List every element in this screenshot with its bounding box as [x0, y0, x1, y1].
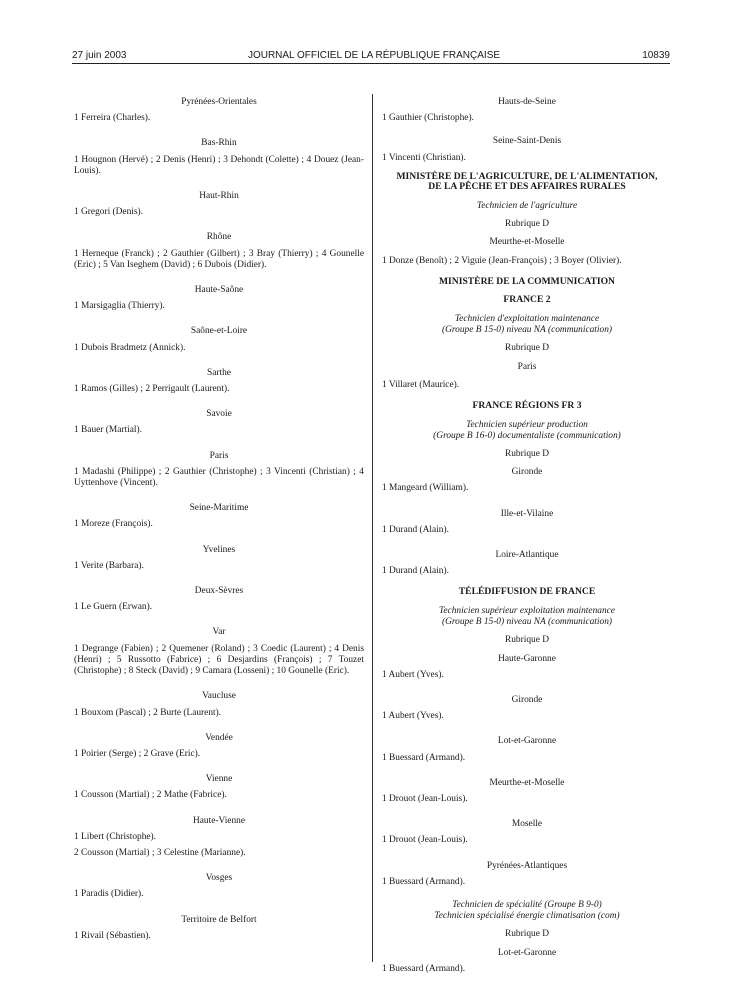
organization-title: TÉLÉDIFFUSION DE FRANCE [458, 586, 596, 598]
entry-line: 1 Dubois Bradmetz (Annick). [74, 342, 186, 353]
region-block [74, 312, 364, 353]
org-region-list [382, 944, 672, 975]
region-block [74, 677, 364, 718]
region-heading: Savoie [206, 409, 232, 420]
rubrique-label: Rubrique D [504, 449, 549, 460]
page-header [0, 0, 748, 66]
region-heading: Rhône [206, 232, 232, 243]
entry-line: 1 Villaret (Maurice). [382, 379, 460, 390]
rubrique-label: Rubrique D [504, 343, 549, 354]
region-block [74, 802, 364, 860]
entry-line: 1 Verite (Barbara). [74, 560, 144, 571]
entry-line: 1 Bouxom (Pascal) ; 2 Burte (Laurent). [74, 707, 222, 718]
region-heading: Seine-Maritime [189, 503, 249, 514]
region-heading: Territoire de Belfort [181, 914, 257, 925]
region-block [74, 437, 364, 490]
column-divider [372, 94, 373, 962]
organization-title: FRANCE 2 [503, 294, 551, 306]
region-block [74, 395, 364, 436]
region-heading: Paris [517, 361, 537, 372]
entry-line: 1 Ferreira (Charles). [74, 113, 151, 124]
region-heading: Haute-Saône [194, 285, 244, 296]
region-block [74, 572, 364, 613]
region-block [382, 681, 672, 722]
region-heading: Gironde [511, 467, 543, 478]
region-block [382, 124, 672, 163]
region-heading: Meurthe-et-Moselle [489, 237, 565, 248]
region-block [382, 650, 672, 681]
region-heading: Pyrénées-Atlantiques [486, 860, 568, 871]
entry-line: 1 Drouot (Jean-Louis). [382, 794, 468, 805]
region-heading: Sarthe [207, 367, 231, 378]
entry-line: 1 Libert (Christophe). [74, 831, 157, 842]
entry-line: 1 Durand (Alain). [382, 524, 449, 535]
region-heading: Vienne [205, 774, 233, 785]
entry-line: 1 Poirier (Serge) ; 2 Grave (Eric). [74, 748, 201, 759]
grade-line: (Groupe B 16-0) documentaliste (communication) [433, 430, 621, 441]
ministry-title: MINISTÈRE DE LA COMMUNICATION [439, 275, 615, 287]
region-block [382, 944, 672, 975]
grade-line: Technicien spécialisé énergie climatisation (com) [434, 911, 620, 922]
page-number: 10839 [642, 50, 670, 61]
region-heading: Lot-et-Garonne [497, 736, 557, 747]
entry-line: 1 Herneque (Franck) ; 2 Gauthier (Gilbert) ; 3 Bray (Thierry) ; 4 Gounelle (Eric) ; 5 Van Iseghem (David) ; 6 Dubois (Didier). [74, 248, 364, 270]
region-heading: Seine-Saint-Denis [492, 136, 562, 147]
region-block [74, 613, 364, 677]
right-column [382, 97, 672, 975]
region-heading: Moselle [511, 819, 543, 830]
region-heading: Lot-et-Garonne [497, 947, 557, 958]
entry-line: 1 Hougnon (Hervé) ; 2 Denis (Henri) ; 3 Dehondt (Colette) ; 4 Douez (Jean-Louis). [74, 154, 364, 176]
ministry-title-line: MINISTÈRE DE L'AGRICULTURE, DE L'ALIMENTATION, [396, 170, 658, 182]
entry-line: 1 Gregori (Denis). [74, 207, 143, 218]
region-heading: Loire-Atlantique [495, 550, 559, 561]
region-heading: Gironde [511, 695, 543, 706]
entry-line: 1 Marsigaglia (Thierry). [74, 301, 165, 312]
entry-line: 1 Cousson (Martial) ; 2 Mathe (Fabrice). [74, 790, 227, 801]
entry-line: 1 Buessard (Armand). [382, 876, 466, 887]
header-date: 27 juin 2003 [72, 50, 127, 61]
region-block [382, 463, 672, 494]
region-heading: Haute-Garonne [498, 653, 556, 664]
region-block [74, 124, 364, 177]
region-heading: Yvelines [202, 544, 236, 555]
organization-title: FRANCE RÉGIONS FR 3 [472, 400, 582, 412]
entry-line: 1 Gauthier (Christophe). [382, 113, 474, 124]
grade-line: (Groupe B 15-0) niveau NA (communication) [441, 617, 612, 628]
region-heading: Ille-et-Vilaine [500, 508, 554, 519]
grade-title: Technicien de l'agriculture [476, 201, 578, 211]
region-block [74, 218, 364, 271]
region-heading: Vosges [205, 873, 233, 884]
grade-title [382, 314, 672, 343]
entry-line: 1 Buessard (Armand). [382, 752, 466, 763]
region-block [382, 764, 672, 805]
rubrique-label: Rubrique D [504, 219, 549, 230]
grade-title [382, 888, 672, 929]
region-heading: Haut-Rhin [199, 191, 239, 202]
region-heading: Hauts-de-Seine [498, 97, 556, 107]
region-heading: Vendée [205, 732, 233, 743]
region-block [382, 847, 672, 888]
entry-line: 1 Bauer (Martial). [74, 425, 142, 436]
grade-title [382, 606, 672, 635]
ministry-title [382, 164, 672, 201]
entry-line: 1 Paradis (Didier). [74, 889, 144, 900]
entry-line: 2 Cousson (Martial) ; 3 Celestine (Marianne). [74, 847, 246, 858]
grade-line: Technicien de spécialité (Groupe B 9-0) [452, 900, 602, 911]
region-heading: Bas-Rhin [201, 138, 237, 149]
entry-line: 1 Le Guern (Erwan). [74, 602, 153, 613]
left-column [74, 97, 364, 942]
region-heading: Pyrénées-Orientales [181, 97, 257, 107]
journal-title: JOURNAL OFFICIEL DE LA RÉPUBLIQUE FRANÇAISE [247, 50, 501, 61]
entry-line: 1 Aubert (Yves). [382, 711, 444, 722]
region-heading: Vaucluse [202, 691, 236, 702]
region-block [74, 271, 364, 312]
org-region-list [382, 650, 672, 888]
region-block [74, 901, 364, 942]
org-region-list [382, 463, 672, 577]
rubrique-label: Rubrique D [504, 635, 549, 646]
region-block [382, 97, 672, 124]
region-block [382, 805, 672, 846]
entry-line: 1 Madashi (Philippe) ; 2 Gauthier (Christophe) ; 3 Vincenti (Christian) ; 4 Uyttenhove (Vincent). [74, 466, 364, 489]
grade-line: Technicien supérieur production [466, 419, 588, 430]
region-heading: Saône-et-Loire [190, 326, 248, 337]
entry-line: 1 Rivail (Sébastien). [74, 930, 151, 941]
region-block [74, 97, 364, 124]
entry-line: 1 Buessard (Armand). [382, 963, 466, 974]
entry-line: 1 Aubert (Yves). [382, 669, 444, 680]
entry-line: 1 Mangeard (William). [382, 483, 469, 494]
region-block [74, 531, 364, 572]
region-block [382, 495, 672, 536]
region-heading: Paris [209, 450, 229, 461]
entry-line: 1 Vincenti (Christian). [382, 152, 466, 163]
entry-line: 1 Drouot (Jean-Louis). [382, 835, 468, 846]
region-block [74, 354, 364, 395]
entry-line: 1 Moreze (François). [74, 519, 153, 530]
grade-line: (Groupe B 15-0) niveau NA (communication) [441, 325, 612, 336]
grade-title [382, 420, 672, 449]
region-block [382, 536, 672, 577]
region-block [74, 760, 364, 801]
region-heading: Var [212, 627, 226, 638]
entry-line: 1 Degrange (Fabien) ; 2 Quemener (Roland) ; 3 Coedic (Laurent) ; 4 Denis (Henri) ; 5 Russotto (Fabrice) ; 6 Desjardins (François) ; 7 Touzet (Christophe) ; 8 Steck (David) ; 9 Camara (Losseni) ; 10 Gounelle (Eric). [74, 643, 364, 677]
entry-line: 1 Durand (Alain). [382, 566, 449, 577]
header-rule [72, 63, 670, 64]
region-block [382, 722, 672, 763]
grade-line: Technicien d'exploitation maintenance [454, 314, 600, 324]
region-block [74, 177, 364, 218]
entry-line: 1 Ramos (Gilles) ; 2 Perrigault (Laurent). [74, 384, 230, 395]
region-block [74, 719, 364, 760]
region-heading: Haute-Vienne [192, 815, 245, 826]
entry-line: 1 Donze (Benoît) ; 2 Viguie (Jean-François) ; 3 Boyer (Olivier). [382, 255, 622, 266]
region-block [74, 859, 364, 900]
region-block [74, 489, 364, 530]
rubrique-label: Rubrique D [504, 929, 549, 940]
grade-line: Technicien supérieur exploitation maintenance [439, 606, 615, 617]
region-heading: Deux-Sèvres [194, 586, 244, 597]
ministry-title-line: DE LA PÊCHE ET DES AFFAIRES RURALES [428, 181, 626, 193]
region-heading: Meurthe-et-Moselle [489, 777, 565, 788]
